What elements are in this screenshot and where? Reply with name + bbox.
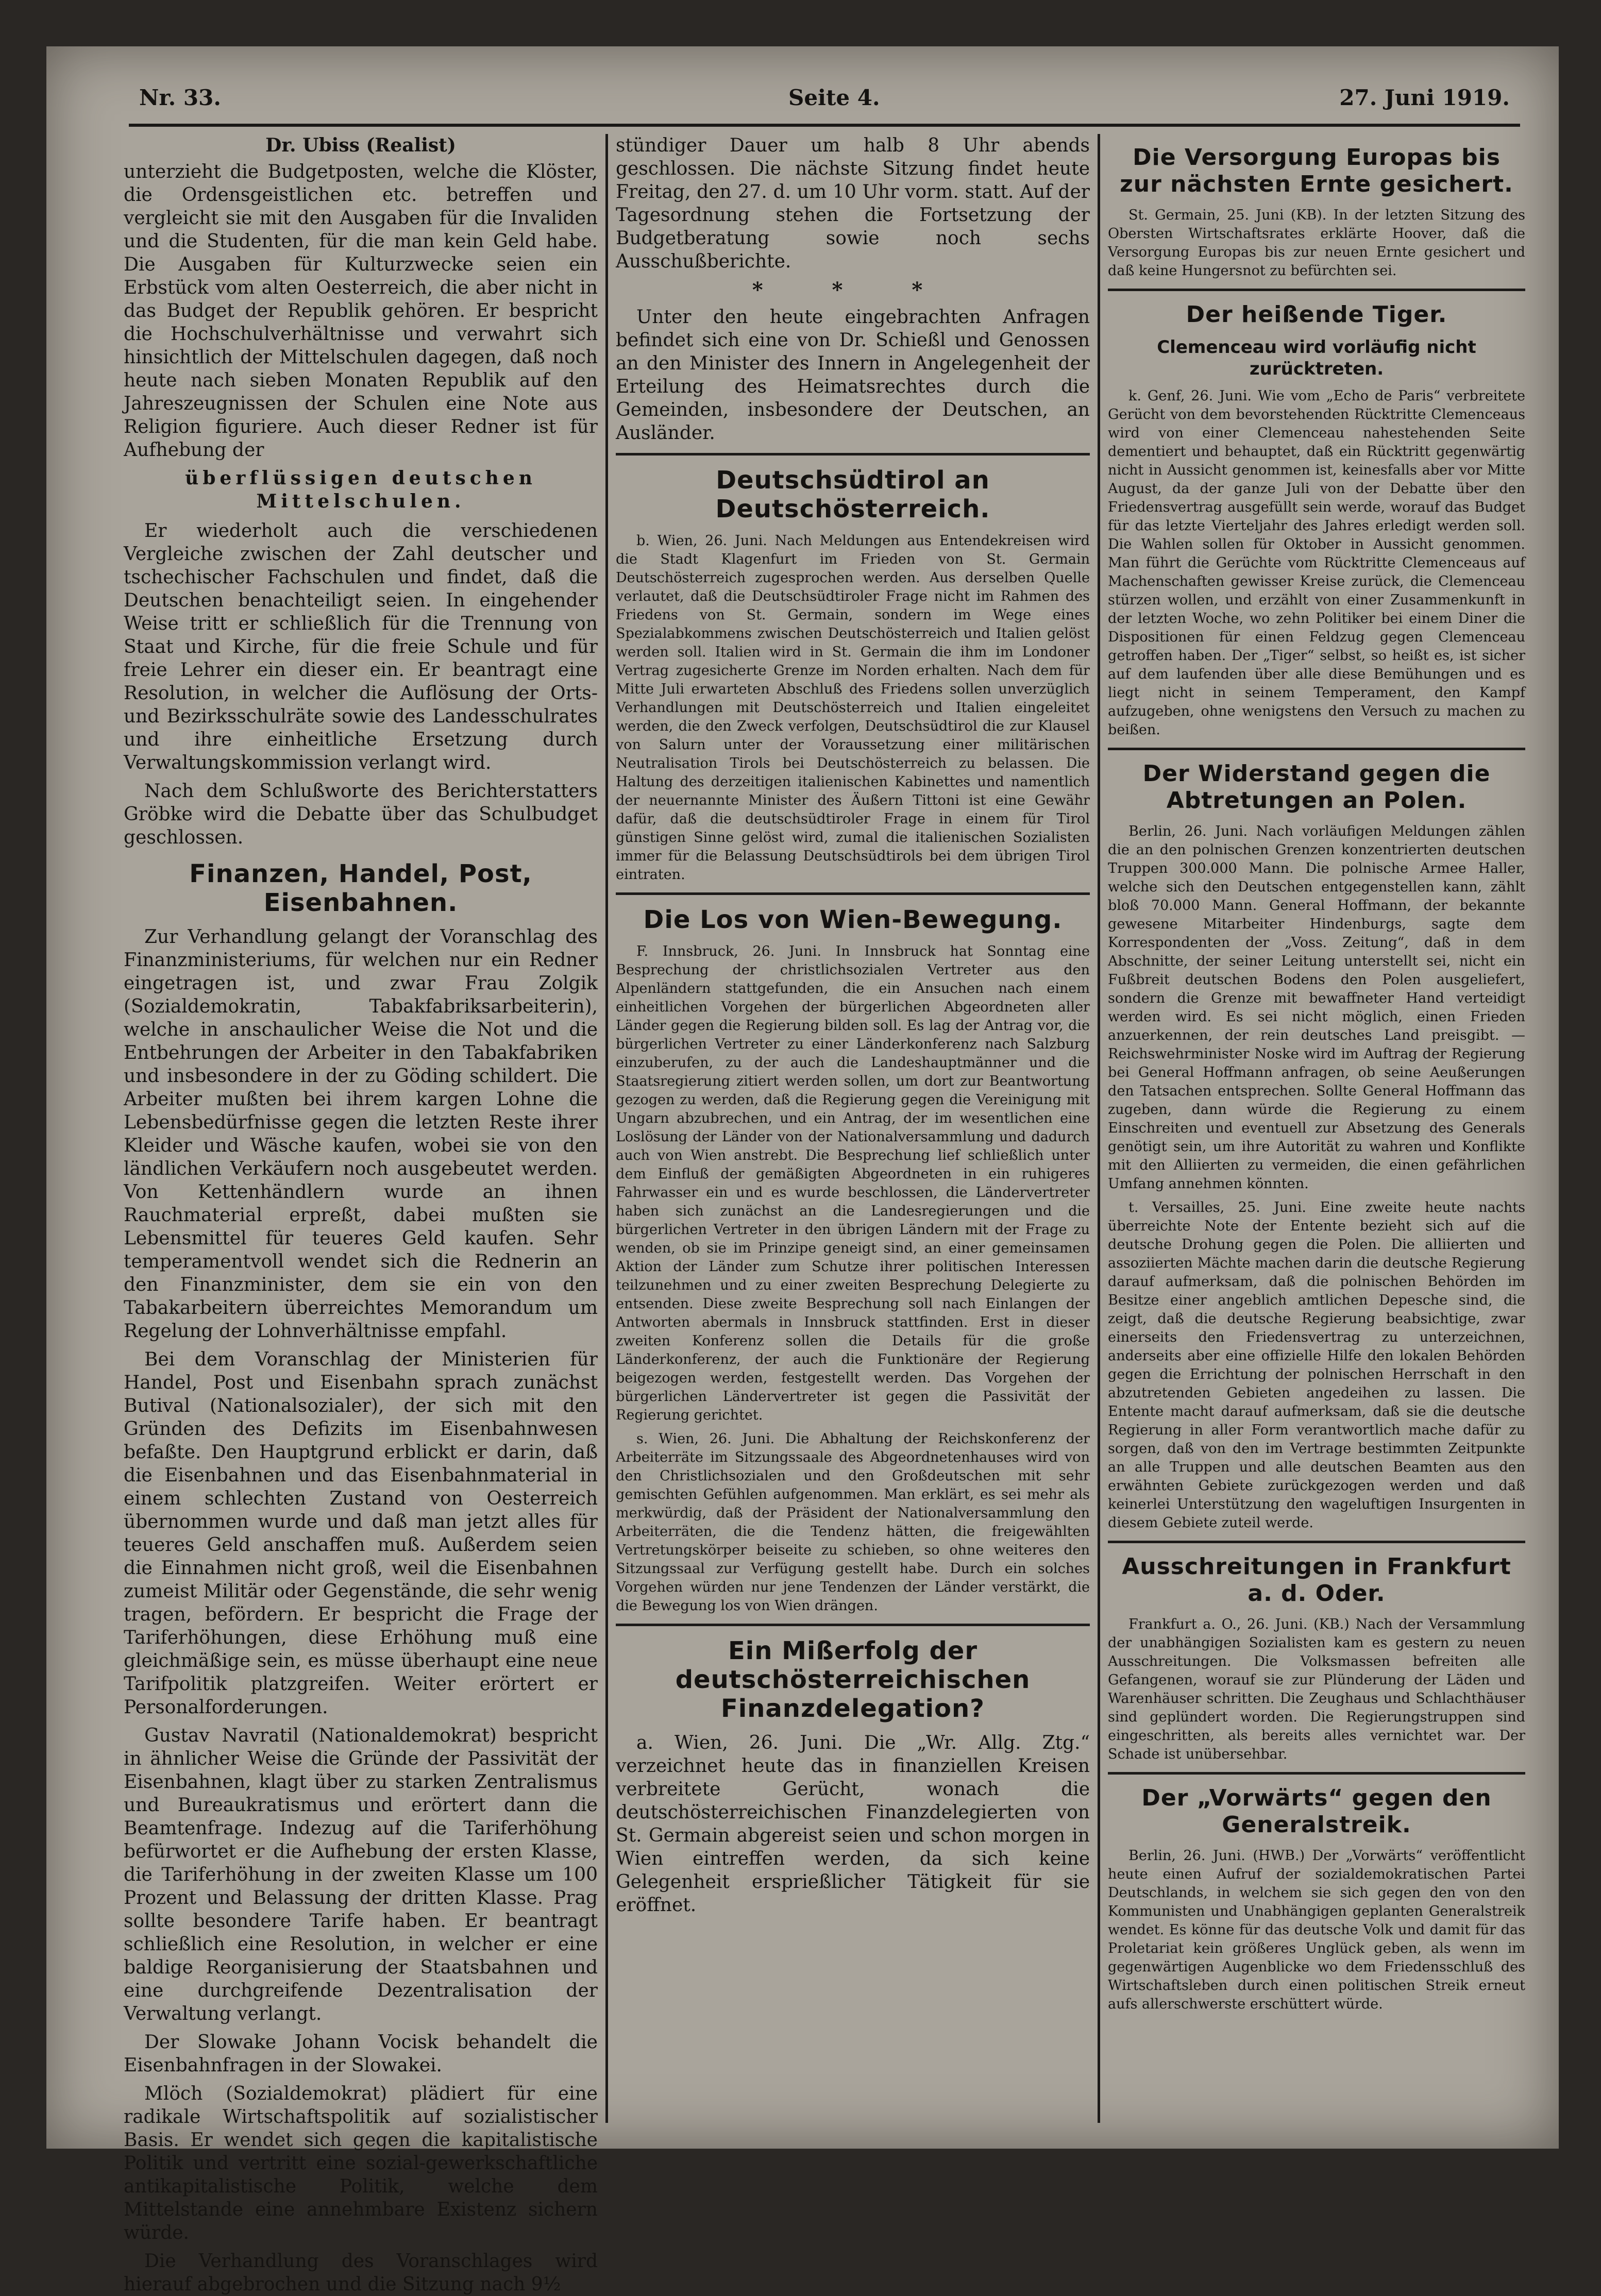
section-stars: * * * [752, 278, 954, 302]
paragraph: St. Germain, 25. Juni (KB). In der letzten Sitzung des Obersten Wirtschaftsrates erklärte Hoover, daß die Versorgung Europas bis zur neuen Ernte gesichert und daß keine Hungersnot zu befürchten sei. [1108, 207, 1525, 279]
paragraph: unterzieht die Budgetposten, welche die Klöster, die Ordensgeistlichen etc. betreffen und vergleicht sie mit den Ausgaben für die Invaliden und die Studenten, für die man kein Geld habe. Die Ausgaben für Kulturzwecke seien ein Erbstück vom alten Oesterreich, die aber nicht in das Budget der Republik gehören. Er bespricht die Hochschulverhältnisse und verwahrt sich hinsichtlich der Mittelschulen dagegen, daß noch heute nach sieben Monaten Republik auf den Jahreszeugnissen der Schulen eine Note aus Religion figuriere. Auch dieser Redner ist für Aufhebung der [124, 161, 598, 461]
paragraph: Er wiederholt auch die verschiedenen Vergleiche zwischen der Zahl deutscher und tschechischer Fachschulen und findet, daß die Deutschen benachteiligt seien. In eingehender Weise tritt er schließlich für die Trennung von Staat und Kirche, für die freie Schule und für freie Lehrer ein dieser ein. Er beantragt eine Resolution, in welcher die Auflösung der Orts- und Bezirksschulräte sowie des Landesschulrates und ihre einheitliche Ersetzung durch Verwaltungskommission verlangt wird. [124, 520, 598, 773]
article-headline: Finanzen, Handel, Post, Eisenbahnen. [189, 859, 532, 917]
section-rule [616, 1624, 1090, 1626]
paragraph: a. Wien, 26. Juni. Die „Wr. Allg. Ztg.“ verzeichnet heute das in finanziellen Kreisen verbreitete Gerücht, wonach die deutschösterreichischen Finanzdelegierten von St. Germain abgereist seien und schon morgen in Wien eintreffen werden, da sich keine Gelegenheit ersprießlicher Tätigkeit für sie eröffnet. [616, 1732, 1090, 1916]
paragraph: Berlin, 26. Juni. Nach vorläufigen Meldungen zählen die an den polnischen Grenzen konzentrierten deutschen Truppen 300.000 Mann. Die polnische Armee Haller, welche sich den Deutschen entgegenstellen kann, zählt bloß 70.000 Mann. General Hoffmann, der bekannte gewesene Mitarbeiter Hindenburgs, sagte dem Korrespondenten der „Voss. Zeitung“, daß in dem Abschnitte, der seiner Leitung unterstellt sei, nicht ein Fußbreit deutschen Bodens den Polen ausgeliefert, sondern die Grenze mit bewaffneter Hand verteidigt werden wird. Es sei nicht möglich, einen Frieden anzuerkennen, der rein deutsches Land preisgibt. — Reichswehrminister Noske wird im Auftrag der Regierung bei General Hoffmann anfragen, ob seine Aeußerungen den Tatsachen entsprechen. Sollte General Hoffmann das zugeben, dann würde die Regierung zu einem Einschreiten und eventuell zur Absetzung des Generals genötigt sein, um ihre Autorität zu wahren und Konflikte mit den Alliierten zu vermeiden, die einen gefährlichen Umfang annehmen könnten. [1108, 823, 1525, 1192]
page-header [139, 85, 1510, 126]
section-rule [1108, 1772, 1525, 1775]
page-number: Seite 4. [788, 85, 880, 110]
paragraph: Unter den heute eingebrachten Anfragen befindet sich eine von Dr. Schießl und Genossen an den Minister des Innern in Angelegenheit der Erteilung des Heimatsrechtes durch die Gemeinden, insbesondere der Deutschen, an Ausländer. [616, 307, 1090, 444]
article-headline: Die Versorgung Europas bis zur nächsten Ernte gesichert. [1120, 144, 1513, 197]
speaker-line: Dr. Ubiss (Realist) [265, 134, 456, 156]
article-headline: Deutschsüdtirol an Deutschösterreich. [715, 466, 990, 524]
section-rule [1108, 748, 1525, 750]
article-headline: Der „Vorwärts“ gegen den Generalstreik. [1141, 1785, 1492, 1838]
spaced-emphasis: überflüssigen deutschen Mittelschulen. [185, 467, 536, 512]
section-rule [616, 892, 1090, 895]
paragraph: b. Wien, 26. Juni. Nach Meldungen aus Entendekreisen wird die Stadt Klagenfurt im Frieden von St. Germain Deutschösterreich zugesprochen werden. Aus derselben Quelle verlautet, daß die Deutschsüdtiroler Frage nicht im Rahmen des Friedens von St. Germain, sondern im Wege eines Spezialabkommens zwischen Deutschösterreich und Italien gelöst werden soll. Italien wird in St. Germain die ihm im Londoner Vertrag zugesicherte Grenze im Norden erhalten. Nach dem für Mitte Juli erwarteten Abschluß des Friedens sollen unverzüglich Verhandlungen mit Deutschösterreich und Italien eingeleitet werden, die den Zweck verfolgen, Deutschsüdtirol die zur Klausel von Salurn unter der Voraussetzung einer militärischen Neutralisation Tirols bei Deutschösterreich zu belassen. Die Haltung des derzeitigen italienischen Kabinettes und namentlich der neuernannte Minister des Äußern Tittoni ist eine Gewähr dafür, daß die deutschsüdtiroler Frage in einem für Tirol günstigen Sinne gelöst wird, zumal die italienischen Sozialisten immer für die Belassung Deutschsüdtirols bei dem übrigen Tirol eintraten. [616, 533, 1090, 883]
issue-number: Nr. 33. [139, 85, 221, 110]
article-subheadline: Clemenceau wird vorläufig nicht zurücktreten. [1157, 337, 1476, 379]
paragraph: Der Slowake Johann Vocisk behandelt die Eisenbahnfragen in der Slowakei. [124, 2032, 598, 2076]
column-3 [1108, 134, 1525, 2123]
newspaper-page [46, 46, 1559, 2295]
paragraph: Gustav Navratil (Nationaldemokrat) bespricht in ähnlicher Weise die Gründe der Passivität der Eisenbahnen, klagt über zu starken Zentralismus und Bureaukratismus und erörtert dann die Beamtenfrage. Indezug auf die Tariferhöhung befürwortet er die Aufhebung der ersten Klasse, die Tariferhöhung in der zweiten Klasse um 100 Prozent und Belassung der dritten Klasse. Prag sollte besondere Tarife haben. Er beantragt schließlich eine Resolution, in welcher er eine baldige Reorganisierung der Staatsbahnen und eine durchgreifende Dezentralisation der Verwaltung verlangt. [124, 1725, 598, 2024]
paragraph: Mlöch (Sozialdemokrat) plädiert für eine radikale Wirtschaftspolitik auf sozialistischer Basis. Er wendet sich gegen die kapitalistische Politik und vertritt eine sozial-gewerkschaftliche antikapitalistische Politik, welche dem Mittelstande eine annehmbare Existenz sichern würde. [124, 2083, 598, 2243]
section-rule [1108, 1541, 1525, 1543]
paragraph: t. Versailles, 25. Juni. Eine zweite heute nachts überreichte Note der Entente bezieht sich auf die deutsche Drohung gegen die Polen. Die alliierten und assoziierten Mächte machen darin die deutsche Regierung darauf aufmerksam, daß die polnischen Behörden im Besitze einer angeblich amtlichen Depesche sind, die zeigt, daß die deutsche Regierung beabsichtige, zwar einerseits den Friedensvertrag zu unterzeichnen, anderseits aber eine offizielle Hilfe den lokalen Behörden gegen die Errichtung der polnischen Herrschaft in den abzutretenden Gebieten angedeihen zu lassen. Die Entente macht darauf aufmerksam, daß sie die deutsche Regierung in aller Form verantwortlich mache dafür zu sorgen, daß von den im Vertrage bestimmten Zeitpunkte an alle Truppen und alle deutschen Beamten aus den erwähnten Gebiete zurückgezogen werden und daß keinerlei Unterstützung den wageluftigen Insurgenten in diesem Gebiete zuteil werde. [1108, 1200, 1525, 1531]
column-1 [124, 134, 598, 2295]
article-headline: Der heißende Tiger. [1186, 301, 1447, 328]
paragraph: Nach dem Schlußworte des Berichterstatters Gröbke wird die Debatte über das Schulbudget geschlossen. [124, 781, 598, 848]
article-headline: Der Widerstand gegen die Abtretungen an Polen. [1142, 761, 1491, 814]
column-divider [605, 134, 608, 2123]
paragraph: s. Wien, 26. Juni. Die Abhaltung der Reichskonferenz der Arbeiterräte im Sitzungssaale des Abgeordnetenhauses wird von den Christlichsozialen und den Großdeutschen mit sehr gemischten Gefühlen aufgenommen. Man erklärt, es sei mehr als merkwürdig, daß der Präsident der Nationalversammlung den Arbeiterräten, die die Tendenz hätten, die freigewählten Vertretungskörper beiseite zu schieben, so ohne weiteres den Sitzungssaal zur Verfügung gestellt habe. Durch ein solches Vorgehen würden nur jene Tendenzen der Länder verstärkt, die die Bewegung los von Wien drängen. [616, 1431, 1090, 1614]
paragraph: Die Verhandlung des Voranschlages wird hierauf abgebrochen und die Sitzung nach 9½ [124, 2251, 598, 2295]
paragraph: Zur Verhandlung gelangt der Voranschlag des Finanzministeriums, für welchen nur ein Redner eingetragen ist, und zwar Frau Zolgik (Sozialdemokratin, Tabakfabriksarbeiterin), welche in anschaulicher Weise die Not und die Entbehrungen der Arbeiter in den Tabakfabriken und insbesondere in der zu Göding schildert. Die Arbeiter mußten bei ihrem kargen Lohne die Lebensbedürfnisse gegen die letzten Reste ihrer Kleider und Wäsche kaufen, wobei sie von den ländlichen Verkäufern noch ausgebeutet werden. Von Kettenhändlern wurde an ihnen Rauchmaterial erpreßt, dabei mußten sie Lebensmittel für teueres Geld kaufen. Sehr temperamentvoll wendet sich die Rednerin an den Finanzminister, dem sie ein von den Tabakarbeitern überreichtes Memorandum um Regelung der Lohnverhältnisse empfahl. [124, 926, 598, 1342]
header-rule [129, 124, 1520, 127]
paragraph: Berlin, 26. Juni. (HWB.) Der „Vorwärts“ veröffentlicht heute einen Aufruf der sozialdemokratischen Partei Deutschlands, in welchem sie sich gegen den von den Kommunisten und Unabhängigen geplanten Generalstreik wendet. Es könne für das deutsche Volk und damit für das Proletariat kein größeres Unglück geben, als wenn im gegenwärtigen Augenblicke wo dem Friedensschluß des Wirtschaftsleben durch einen politischen Streik erneut aufs allerschwerste erschüttert würde. [1108, 1848, 1525, 2012]
issue-date: 27. Juni 1919. [1339, 85, 1510, 110]
paragraph: k. Genf, 26. Juni. Wie vom „Echo de Paris“ verbreitete Gerücht von dem bevorstehenden Rücktritte Clemenceaus wird von einer Clemenceau nahestehenden Seite dementiert und behauptet, daß ein Rücktritt gegenwärtig nicht in Aussicht genommen ist, keinesfalls aber vor Mitte August, da der ganze Juli von der Debatte über den Friedensvertrag ausgefüllt sein werde, worauf das Budget für das letzte Vierteljahr des Jahres erledigt werden soll. Die Wahlen sollen für Oktober in Aussicht genommen. Man führt die Gerüchte vom Rücktritte Clemenceaus auf Machenschaften gewisser Kreise zurück, die Clemenceau stürzen wollen, und erzählt von einer Zusammenkunft in der letzten Woche, wo zehn Politiker bei einem Diner die Dispositionen für einen Feldzug gegen Clemenceau getroffen haben. Der „Tiger“ selbst, so heißt es, ist sicher auf dem laufenden über alle diese Bemühungen und es liegt nicht in seinem Temperament, den Kampf aufzugeben, ohne wenigstens den Versuch zu machen zu beißen. [1108, 388, 1525, 738]
section-rule [1108, 289, 1525, 291]
column-divider [1098, 134, 1100, 2123]
paragraph: Bei dem Voranschlag der Ministerien für Handel, Post und Eisenbahn sprach zunächst Butival (Nationalsozialer), der sich mit den Gründen des Defizits im Eisenbahnwesen befaßte. Den Hauptgrund erblickt er darin, daß die Eisenbahnen und das Eisenbahnmaterial in einem schlechten Zustand von Oesterreich übernommen wurde und daß man jetzt alles für teueres Geld anschaffen muß. Außerdem seien die Einnahmen nicht groß, weil die Eisenbahnen zumeist Militär oder Gegenstände, die sehr wenig tragen, befördern. Er bespricht die Frage der Tariferhöhungen, diese Erhöhung muß eine gleichmäßige sein, es müsse überhaupt eine neue Tarifpolitik platzgreifen. Weiter erörtert er Personalforderungen. [124, 1349, 598, 1718]
column-2 [616, 134, 1090, 2123]
paragraph: stündiger Dauer um halb 8 Uhr abends geschlossen. Die nächste Sitzung findet heute Freitag, den 27. d. um 10 Uhr vorm. statt. Auf der Tagesordnung stehen die Fortsetzung der Budgetberatung sowie noch sechs Ausschußberichte. [616, 135, 1090, 272]
section-rule [616, 453, 1090, 455]
article-headline: Ein Mißerfolg der deutschösterreichischen Finanzdelegation? [675, 1636, 1031, 1723]
article-headline: Die Los von Wien-Bewegung. [643, 905, 1063, 934]
article-headline: Ausschreitungen in Frankfurt a. d. Oder. [1122, 1554, 1511, 1607]
paragraph: F. Innsbruck, 26. Juni. In Innsbruck hat Sonntag eine Besprechung der christlichsozialen Vertreter aus den Alpenländern stattgefunden, die ein Ansuchen nach einem einheitlichen Vorgehen der bürgerlichen Abgeordneten aller Länder gegen die Regierung bilden soll. Es lag der Antrag vor, die bürgerlichen Vertreter zu einer Länderkonferenz nach Salzburg einzuberufen, zu der auch die Landeshauptmänner und die Staatsregierung zitiert werden sollen, um dort zur Beantwortung gezogen zu werden, daß die Regierung gegen die Vereinigung mit Ungarn abzubrechen, und ein Antrag, der im wesentlichen eine Loslösung der Länder von der Nationalversammlung und dadurch auch von Wien anstrebt. Die Besprechung lief schließlich unter dem Einfluß der gemäßigten Abgeordneten in ein ruhigeres Fahrwasser ein und es wurde beschlossen, die Ländervertreter haben sich zunächst an die Landesregierungen und die bürgerlichen Vertreter in den übrigen Ländern mit der Frage zu wenden, ob sie im Prinzipe geneigt sind, an einer gemeinsamen Aktion der Länder zum Schutze ihrer politischen Interessen teilzunehmen und zu einer zweiten Besprechung Delegierte zu entsenden. Diese zweite Besprechung soll nach Einlangen der Antworten abermals in Innsbruck stattfinden. Erst in dieser zweiten Konferenz sollen die Details für die große Länderkonferenz, der auch die Funktionäre der Regierung beigezogen werden, festgestellt werden. Das Vorgehen der bürgerlichen Ländervertreter ist gegen die Passivität der Regierung gerichtet. [616, 943, 1090, 1423]
paragraph: Frankfurt a. O., 26. Juni. (KB.) Nach der Versammlung der unabhängigen Sozialisten kam es gestern zu neuen Ausschreitungen. Die Volksmassen befreiten alle Gefangenen, worauf sie zur Plünderung der Läden und Warenhäuser schritten. Die Zeughaus und Schlachthäuser sind geplündert worden. Die Regierungstruppen sind eingeschritten, als bereits alles vernichtet war. Der Schade ist unübersehbar. [1108, 1616, 1525, 1762]
